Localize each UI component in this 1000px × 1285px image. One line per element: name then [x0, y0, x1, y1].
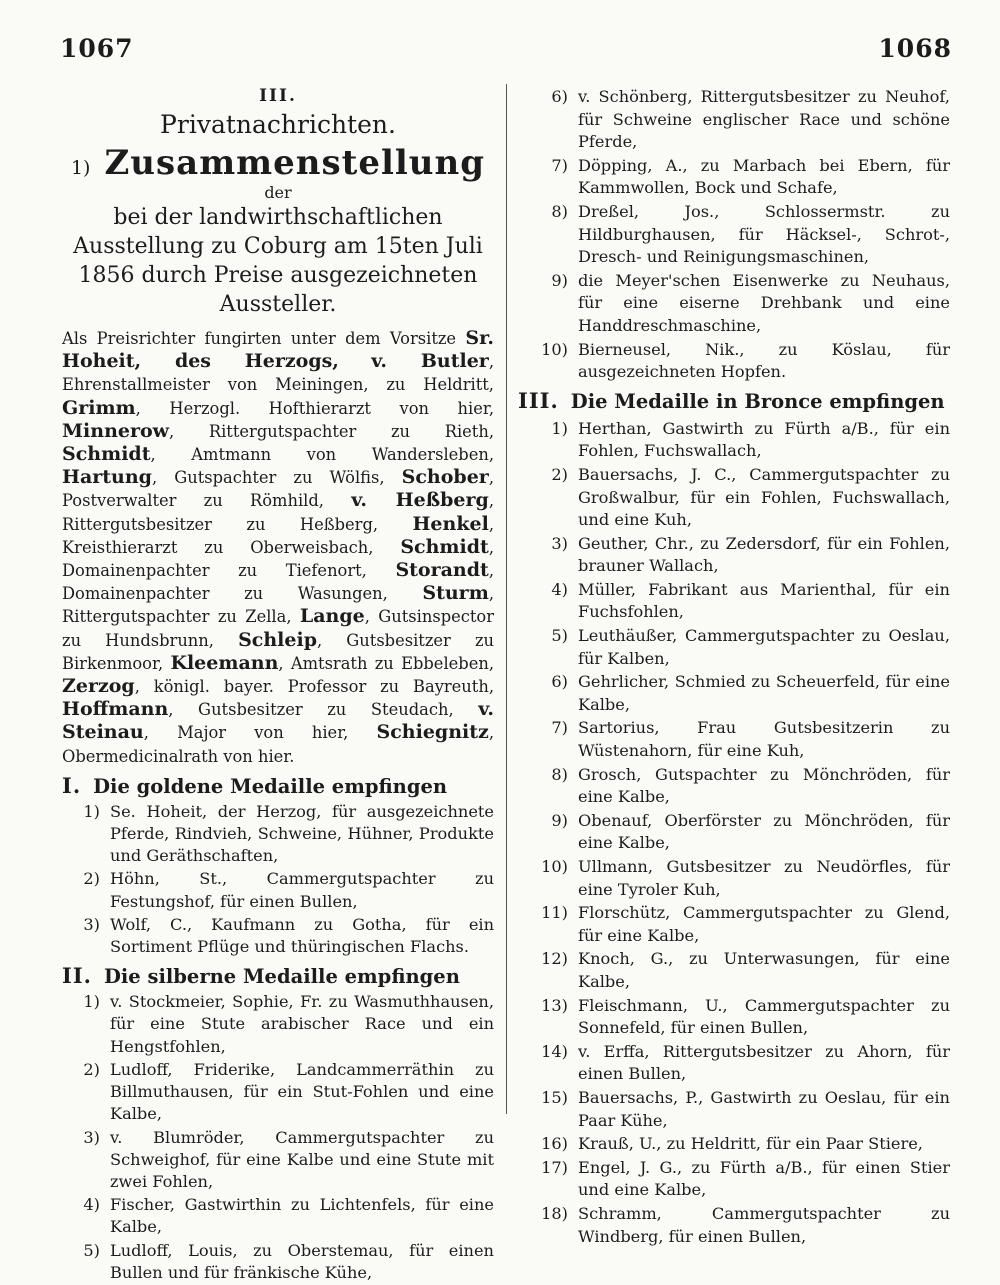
silver-medal-item [518, 270, 950, 338]
item-text: Engel, J. G., zu Fürth a/B., für einen Stier und eine Kalbe, [578, 1157, 950, 1200]
gold-number: I. [62, 772, 82, 798]
item-number: 11) [541, 903, 568, 923]
bronze-medal-item [518, 810, 950, 855]
jury-text [339, 352, 371, 371]
item-text: Florschütz, Cammergutspachter zu Glend, für eine Kalbe, [578, 903, 950, 945]
item-number: 12) [541, 949, 568, 969]
juror-name: v. Steinau [62, 698, 494, 744]
item-text: v. Blumröder, Cammergutspachter zu Schweighof, für eine Kalbe und eine Stute mit zwei Fohlen, [110, 1127, 494, 1191]
gold-heading [62, 773, 494, 798]
item-text: Bierneusel, Nik., zu Köslau, für ausgezeichneten Hopfen. [578, 339, 950, 382]
item-number: 6) [551, 87, 568, 106]
item-text: Müller, Fabrikant aus Marienthal, für ein Fuchsfohlen, [578, 579, 950, 622]
juror-name: Sturm [422, 582, 489, 605]
jury-text: , Rittergutspachter zu Zella, [62, 584, 494, 627]
bronze-medal-item [518, 625, 950, 670]
juror-name: Schmidt [62, 443, 151, 466]
item-text: Geuther, Chr., zu Zedersdorf, für ein Fohlen, brauner Wallach, [578, 533, 950, 576]
column-divider [506, 84, 507, 1114]
item-number: 17) [541, 1157, 568, 1177]
juror-name: Lange [299, 605, 365, 628]
gold-medal-item [62, 914, 494, 958]
item-number: 7) [551, 718, 568, 738]
bronze-heading [518, 388, 950, 413]
item-number: 2) [83, 1059, 100, 1079]
page-number-right: 1068 [878, 34, 952, 63]
silver-list [62, 991, 494, 1284]
item-number: 10) [541, 339, 568, 359]
item-number: 4) [551, 579, 568, 599]
jury-text: Als Preisrichter fungirten unter dem Vorsitze [62, 329, 466, 348]
item-text: Fischer, Gastwirthin zu Lichtenfels, für eine Kalbe, [110, 1195, 494, 1237]
juror-name: v. Heßberg [351, 489, 489, 512]
bronze-medal-item [518, 579, 950, 624]
item-number: 1) [83, 992, 100, 1012]
juror-name: Hoffmann [62, 698, 169, 721]
bronze-list [518, 418, 950, 1248]
item-text: Ludloff, Louis, zu Oberstemau, für einen Bullen und für fränkische Kühe, [110, 1240, 494, 1282]
gold-medal-item [62, 868, 494, 912]
item-text: Ullmann, Gutsbesitzer zu Neudörfles, für eine Tyroler Kuh, [578, 857, 950, 899]
item-number: 15) [541, 1087, 568, 1107]
item-text: Se. Hoheit, der Herzog, für ausgezeichnete Pferde, Rindvieh, Schweine, Hühner, Produkte und Geräthschaften, [110, 801, 494, 866]
bronze-medal-item [518, 902, 950, 947]
entry-number: 1) [70, 157, 91, 179]
silver-medal-item [518, 86, 950, 154]
item-text: Wolf, C., Kaufmann zu Gotha, für ein Sortiment Pflüge und thüringischen Flachs. [110, 914, 494, 957]
silver-heading [62, 963, 494, 988]
item-text: die Meyer'schen Eisenwerke zu Neuhaus, für eine eiserne Drehbank und eine Handdreschmaschine, [578, 270, 950, 335]
item-number: 5) [551, 626, 568, 646]
item-number: 16) [541, 1134, 568, 1154]
item-text: Bauersachs, P., Gastwirth zu Oeslau, für ein Paar Kühe, [578, 1087, 950, 1130]
silver-medal-item [62, 1194, 494, 1238]
main-title: Zusammenstellung [104, 143, 486, 183]
item-text: v. Erffa, Rittergutsbesitzer zu Ahorn, für einen Bullen, [578, 1041, 950, 1084]
item-text: Schramm, Cammergutspachter zu Windberg, für einen Bullen, [578, 1203, 950, 1246]
silver-medal-item [62, 1240, 494, 1284]
item-text: Ludloff, Friderike, Landcammerräthin zu Billmuthausen, für ein Stut-Fohlen und eine Kalbe, [110, 1059, 494, 1124]
item-number: 13) [541, 995, 568, 1015]
section-number: III. [259, 86, 297, 106]
jury-text: , Herzogl. Hofthierarzt von hier, [135, 398, 494, 418]
jury-text: , Domainenpachter zu Tiefenort, [62, 537, 494, 581]
item-text: Bauersachs, J. C., Cammergutspachter zu Großwalbur, für ein Fohlen, Fuchswallach, und eine Kuh, [578, 464, 950, 530]
jury-text: , Postverwalter zu Römhild, [62, 468, 494, 511]
bronze-medal-item [518, 1203, 950, 1248]
silver-medal-item [62, 1127, 494, 1194]
silver-medal-item [518, 201, 950, 269]
gold-list [62, 801, 494, 958]
silver-number: II. [62, 963, 92, 989]
juror-name: Storandt [395, 559, 489, 582]
item-number: 9) [551, 810, 568, 830]
item-number: 18) [541, 1203, 568, 1223]
bronze-medal-item [518, 1087, 950, 1132]
item-number: 4) [83, 1195, 100, 1215]
item-text: Herthan, Gastwirth zu Fürth a/B., für ein Fohlen, Fuchswallach, [578, 418, 950, 461]
item-text: Sartorius, Frau Gutsbesitzerin zu Wüstenahorn, für eine Kuh, [578, 718, 950, 761]
item-text: Döpping, A., zu Marbach bei Ebern, für Kammwollen, Bock und Schafe, [578, 155, 950, 198]
page-number-left: 1067 [60, 34, 134, 63]
juror-name: Schmidt [400, 535, 489, 558]
bronze-medal-item [518, 948, 950, 993]
juror-name: Zerzog [62, 675, 135, 698]
item-text: Knoch, G., zu Unterwasungen, für eine Kalbe, [578, 949, 950, 991]
item-text: Höhn, St., Cammergutspachter zu Festungshof, für einen Bullen, [110, 869, 494, 911]
item-text: Obenauf, Oberförster zu Mönchröden, für eine Kalbe, [578, 810, 950, 853]
subtitle: bei der landwirthschaftlichen Ausstellung zu Coburg am 15ten Juli 1856 durch Preise ausgezeichneten Aussteller. [73, 205, 483, 317]
bronze-medal-item [518, 1133, 950, 1156]
juror-name: Hartung [62, 466, 152, 489]
jury-text: , Obermedicinalrath von hier. [62, 723, 494, 766]
bronze-medal-item [518, 1157, 950, 1202]
item-number: 3) [551, 533, 568, 553]
left-column [62, 86, 494, 1285]
item-number: 9) [551, 270, 568, 290]
gold-title: Die goldene Medaille empfingen [93, 774, 448, 798]
bronze-medal-item [518, 717, 950, 762]
item-text: Gehrlicher, Schmied zu Scheuerfeld, für eine Kalbe, [578, 672, 950, 714]
item-number: 5) [83, 1240, 100, 1260]
item-text: Grosch, Gutspachter zu Mönchröden, für eine Kalbe, [578, 764, 950, 807]
jury-text: , Ehrenstallmeister von Meiningen, zu Heldritt, [62, 352, 494, 395]
jury-paragraph [62, 327, 494, 768]
jury-text: , Major von hier, [143, 723, 377, 743]
juror-name: v. Butler [371, 350, 489, 373]
juror-name: Henkel [412, 512, 489, 535]
silver-medal-item [518, 339, 950, 384]
silver-title: Die silberne Medaille empfingen [103, 965, 460, 989]
silver-continued-list [518, 86, 950, 384]
juror-name: Schiegnitz [376, 721, 489, 744]
jury-text: , Gutsinspector zu Hundsbrunn, [62, 607, 494, 650]
juror-name: Grimm [62, 396, 136, 419]
silver-medal-item [62, 1059, 494, 1126]
jury-text: , Gutsbesitzer zu Steudach, [168, 700, 479, 720]
gold-medal-item [62, 801, 494, 868]
jury-text: , Kreisthierarzt zu Oberweisbach, [62, 514, 494, 557]
juror-name: Minnerow [62, 419, 170, 442]
item-number: 3) [83, 1127, 100, 1147]
item-number: 10) [541, 857, 568, 876]
bronze-medal-item [518, 995, 950, 1040]
jury-text: , Rittergutspachter zu Rieth, [169, 421, 494, 441]
item-number: 8) [551, 201, 568, 221]
juror-name: Schober [401, 466, 489, 489]
item-text: Leuthäußer, Cammergutspachter zu Oeslau, für Kalben, [578, 626, 950, 668]
bronze-medal-item [518, 418, 950, 463]
item-text: v. Schönberg, Rittergutsbesitzer zu Neuhof, für Schweine englischer Race und schöne Pferde, [578, 87, 950, 152]
bronze-medal-item [518, 856, 950, 901]
item-number: 8) [551, 764, 568, 784]
bronze-medal-item [518, 764, 950, 809]
jury-text: , Gutsbesitzer zu Birkenmoor, [62, 630, 495, 673]
section-title: Privatnachrichten. [160, 110, 396, 139]
item-number: 3) [83, 914, 100, 934]
jury-text: , königl. bayer. Professor zu Bayreuth, [134, 677, 494, 697]
silver-medal-item [518, 155, 950, 200]
item-text: v. Stockmeier, Sophie, Fr. zu Wasmuthhausen, für eine Stute arabischer Race und ein Hengstfohlen, [110, 992, 494, 1056]
juror-name: Sr. Hoheit, des Herzogs, [62, 327, 494, 373]
main-title-line [62, 143, 494, 183]
der-word: der [264, 183, 292, 202]
juror-name: Schleip [238, 628, 317, 651]
jury-text: , Amtmann von Wandersleben, [150, 445, 494, 465]
item-text: Krauß, U., zu Heldritt, für ein Paar Stiere, [578, 1134, 923, 1154]
bronze-title: Die Medaille in Bronce empfingen [570, 389, 945, 413]
bronze-medal-item [518, 464, 950, 532]
item-text: Dreßel, Jos., Schlossermstr. zu Hildburghausen, für Häcksel-, Schrot-, Dresch- und Reinigungsmaschinen, [578, 201, 950, 267]
item-number: 1) [551, 418, 568, 438]
bronze-medal-item [518, 533, 950, 578]
jury-text: , Amtsrath zu Ebbeleben, [278, 653, 494, 673]
item-text: Fleischmann, U., Cammergutspachter zu Sonnefeld, für einen Bullen, [578, 995, 950, 1038]
item-number: 14) [541, 1041, 568, 1061]
bronze-number: III. [518, 387, 559, 413]
silver-medal-item [62, 991, 494, 1058]
right-column [518, 86, 950, 1249]
item-number: 6) [551, 672, 568, 692]
item-number: 2) [551, 464, 568, 484]
juror-name: Kleemann [170, 651, 279, 674]
item-number: 7) [551, 155, 568, 175]
jury-text: , Gutspachter zu Wölfis, [151, 468, 402, 488]
jury-text: , Domainenpachter zu Wasungen, [62, 561, 494, 604]
bronze-medal-item [518, 1041, 950, 1086]
bronze-medal-item [518, 671, 950, 716]
jury-text: , Rittergutsbesitzer zu Heßberg, [62, 491, 494, 534]
item-number: 1) [83, 801, 100, 821]
item-number: 2) [83, 869, 100, 889]
